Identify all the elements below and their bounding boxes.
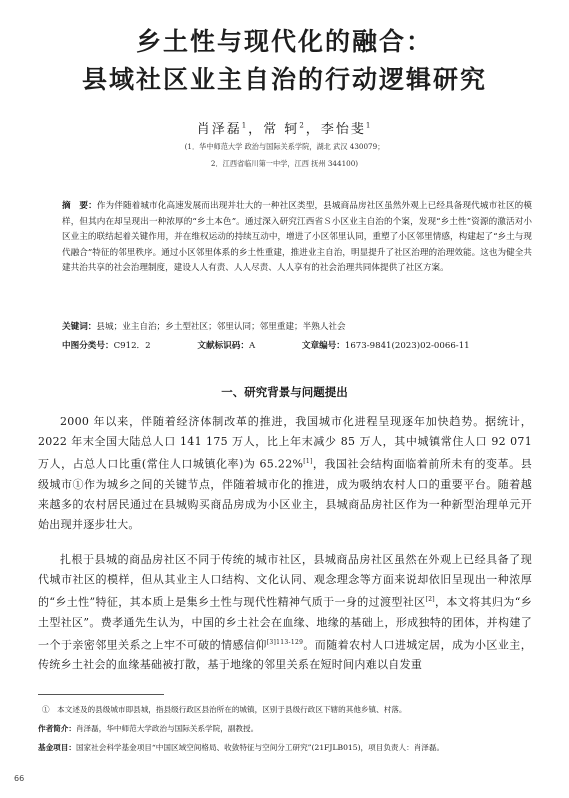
classification-line — [62, 339, 532, 351]
paragraph-text: ，我国社会结构面临着前所未有的变革。县级城市 — [38, 457, 532, 491]
citation-mark[interactable]: [2] — [425, 596, 435, 603]
doc-code — [197, 341, 277, 351]
author-affil-mark: 2 — [299, 121, 306, 130]
fund-info — [38, 741, 532, 755]
keywords-text: 县城；业主自治；乡土型社区；邻里认同；邻里重建；半熟人社会 — [96, 322, 346, 332]
citation-mark[interactable]: [3]113-129 — [266, 638, 304, 646]
author-info-text: 肖泽磊，华中师范大学政治与国际关系学院，副教授。 — [75, 724, 259, 733]
doc-value: A — [248, 341, 256, 351]
clc-label: 中图分类号： — [62, 341, 114, 351]
article-number — [302, 341, 492, 351]
clc-code — [62, 341, 173, 351]
footnote-divider — [38, 694, 164, 695]
section-heading: 一、研究背景与问题提出 — [221, 385, 348, 399]
body-paragraph-2 — [38, 550, 532, 675]
affiliation-2: 2．江西省临川第一中学，江西 抚州 344100) — [210, 159, 359, 168]
author-info-label: 作者简介： — [38, 724, 76, 733]
author-name: 肖泽磊 — [196, 122, 242, 137]
paragraph-text: ，本文将其归为“乡土型社区”。费孝通先生认为，中国的乡土社会在血缘、地缘的基础上，形成独特的团体，并构建了一个于亲密邻里关系之上牢不可破的情感信仰 — [38, 595, 532, 652]
author-affil-mark: 1 — [241, 121, 249, 130]
clc-value: C912．2 — [113, 341, 151, 351]
page-number: 66 — [14, 774, 25, 783]
paragraph-text: 作为城乡之间的关键节点，伴随着城市化的推进，成为吸纳农村人口的重要平台。随着越来越多的农村居民通过在县城购买商品房成为小区业主，县城商品房社区作为一种新型治理单元开始出现并逐步壮大。 — [38, 477, 532, 531]
paragraph-text: 2000 年以来，伴随着经济体制改革的推进，我国城市化进程呈现逐年加快趋势。据统计，2022 年末全国大陆总人口 141 175 万人，比上年末减少 85 万人，其中城镇常住人口 92 071 万人，占总人口比重(常住人口城镇化率)为 65.22% — [38, 415, 532, 471]
abstract-text: 作为伴随着城市化高速发展而出现并壮大的一种社区类型，县城商品房社区虽然外观上已经具备现代城市社区的模样，但其内在却呈现出一种浓厚的“乡土本色”。通过深入研究江西省Ｓ小区业主自治的个案，发现“乡土性”资源的激活对小区业主的联结起着关键作用，并在维权运动的持续互动中，增进了小区邻里认同，重塑了小区邻里情感，构建起了“乡土与现代融合”特征的邻里秩序。通过小区邻里体系的乡土性重建，推进业主自治，明显提升了社区治理的治理效能。这也为健全共建共治共享的社会治理制度，建设人人有责、人人尽责、人人享有的社会治理共同体提供了社区方案。 — [62, 201, 532, 273]
article-label: 文章编号： — [301, 341, 345, 351]
paragraph-text: 扎根于县城的商品房社区不同于传统的城市社区，县城商品房社区虽然在外观上已经具备了现代城市社区的模样，但从其业主人口结构、文化认同、观念理念等方面来说却依旧呈现出一种浓厚的“乡土性”特征，其本质上是集乡土性与现代性精神气质于一身的过渡型社区 — [38, 553, 532, 609]
fund-label: 基金项目： — [38, 743, 76, 752]
citation-mark[interactable]: [1] — [303, 458, 313, 465]
author-name: 李怡斐 — [320, 122, 366, 137]
title-line-1: 乡土性与现代化的融合： — [135, 27, 433, 56]
fund-text: 国家社会科学基金项目“中国区域空间格局、收敛特征与空间分工研究”(21FJLB015)，项目负责人：肖泽磊。 — [75, 743, 445, 752]
body-paragraph-1 — [38, 412, 532, 535]
affiliation-1: (1．华中师范大学 政治与国际关系学院，湖北 武汉 430079； — [184, 142, 385, 151]
author-list: 肖泽磊$^1$，常 轲$^2$，李怡斐$^1$ — [196, 121, 373, 137]
paragraph-text: 。而随着农村人口进城定居，成为小区业主，传统乡土社会的血缘基础被打散，基于地缘的邻里关系在短时间内难以自发重 — [38, 638, 532, 672]
abstract-label: 摘 要： — [62, 201, 97, 211]
author-info — [38, 722, 532, 736]
keywords — [62, 320, 532, 332]
footnote-mark[interactable]: ① — [72, 477, 84, 491]
footnote-1: ① 本文述及的县级城市即县城，指县级行政区县治所在的城镇，区别于县级行政区下辖的其他乡镇、村落。 — [42, 705, 407, 714]
author-affil-mark: 1 — [365, 121, 373, 130]
title-line-2: 县域社区业主自治的行动逻辑研究 — [81, 65, 487, 94]
abstract — [62, 199, 532, 277]
author-name: 常 轲 — [263, 122, 300, 137]
article-value: 1673-9841(2023)02-0066-11 — [344, 341, 470, 351]
keywords-label: 关键词： — [62, 322, 97, 332]
doc-label: 文献标识码： — [197, 341, 249, 351]
